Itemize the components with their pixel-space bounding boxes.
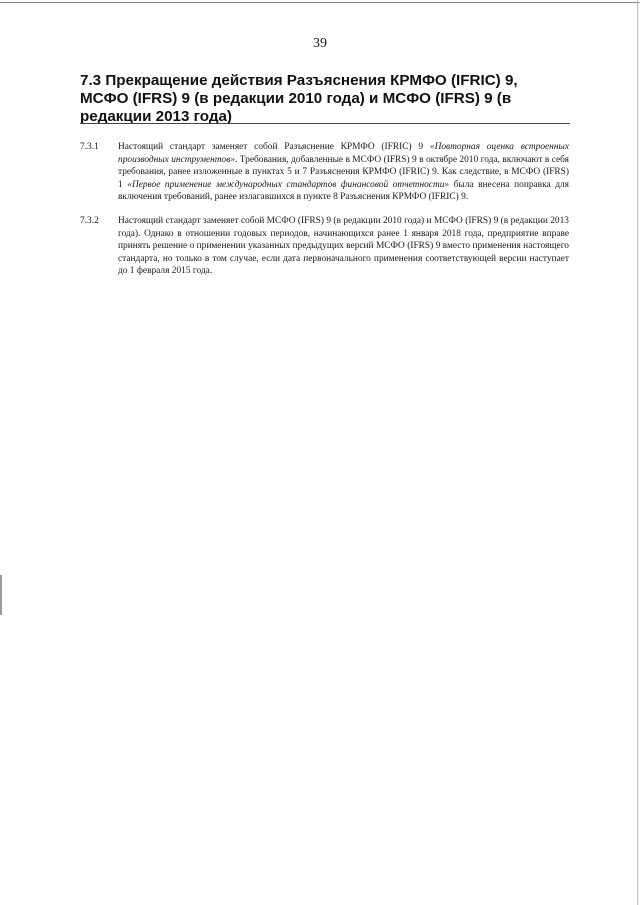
paragraph-text [118, 141, 569, 204]
italic-document-title: «Первое применение международных стандартов финансовой отчетности» [127, 179, 450, 190]
text-segment: была внесена поправка для включения требований, ранее излагавшихся в пункте 8 Разъяснения КРМФО (IFRIC) 9. [118, 179, 569, 203]
paragraph-number: 7.3.2 [80, 216, 99, 226]
text-segment: Настоящий стандарт заменяет собой Разъяснение КРМФО (IFRIC) 9 [118, 142, 430, 152]
scan-mark [0, 575, 2, 615]
italic-document-title: «Повторная оценка встроенных производных инструментов» [118, 142, 569, 165]
scan-edge-right [637, 0, 638, 905]
section-title: 7.3 Прекращение действия Разъяснения КРМФО (IFRIC) 9, МСФО (IFRS) 9 (в редакции 2010 года) и МСФО (IFRS) 9 (в редакции 2013 года) [80, 72, 518, 125]
paragraph-text: Настоящий стандарт заменяет собой МСФО (IFRS) 9 (в редакции 2010 года) и МСФО (IFRS) 9 (в редакции 2013 года). Однако в отношении годовых периодов, начинающихся ранее 1 января 2018 года, предприятие вправе принять решение о применении указанных предыдущих версий МСФО (IFRS) 9 вместо применения настоящего стандарта, но только в том случае, если дата первоначального применения соответствующей версии наступает до 1 февраля 2015 года. [118, 216, 569, 277]
title-underline [80, 123, 570, 124]
page-number: 39 [313, 36, 327, 51]
text-segment: . Требования, добавленные в МСФО (IFRS) 9 в октябре 2010 года, включают в себя требования, ранее изложенные в пунктах 5 и 7 Разъяснения КРМФО (IFRIC) 9. Как следствие, в МСФО (IFRS) 1 [118, 154, 569, 190]
scan-edge-top [0, 2, 640, 3]
paragraph-number: 7.3.1 [80, 142, 99, 152]
